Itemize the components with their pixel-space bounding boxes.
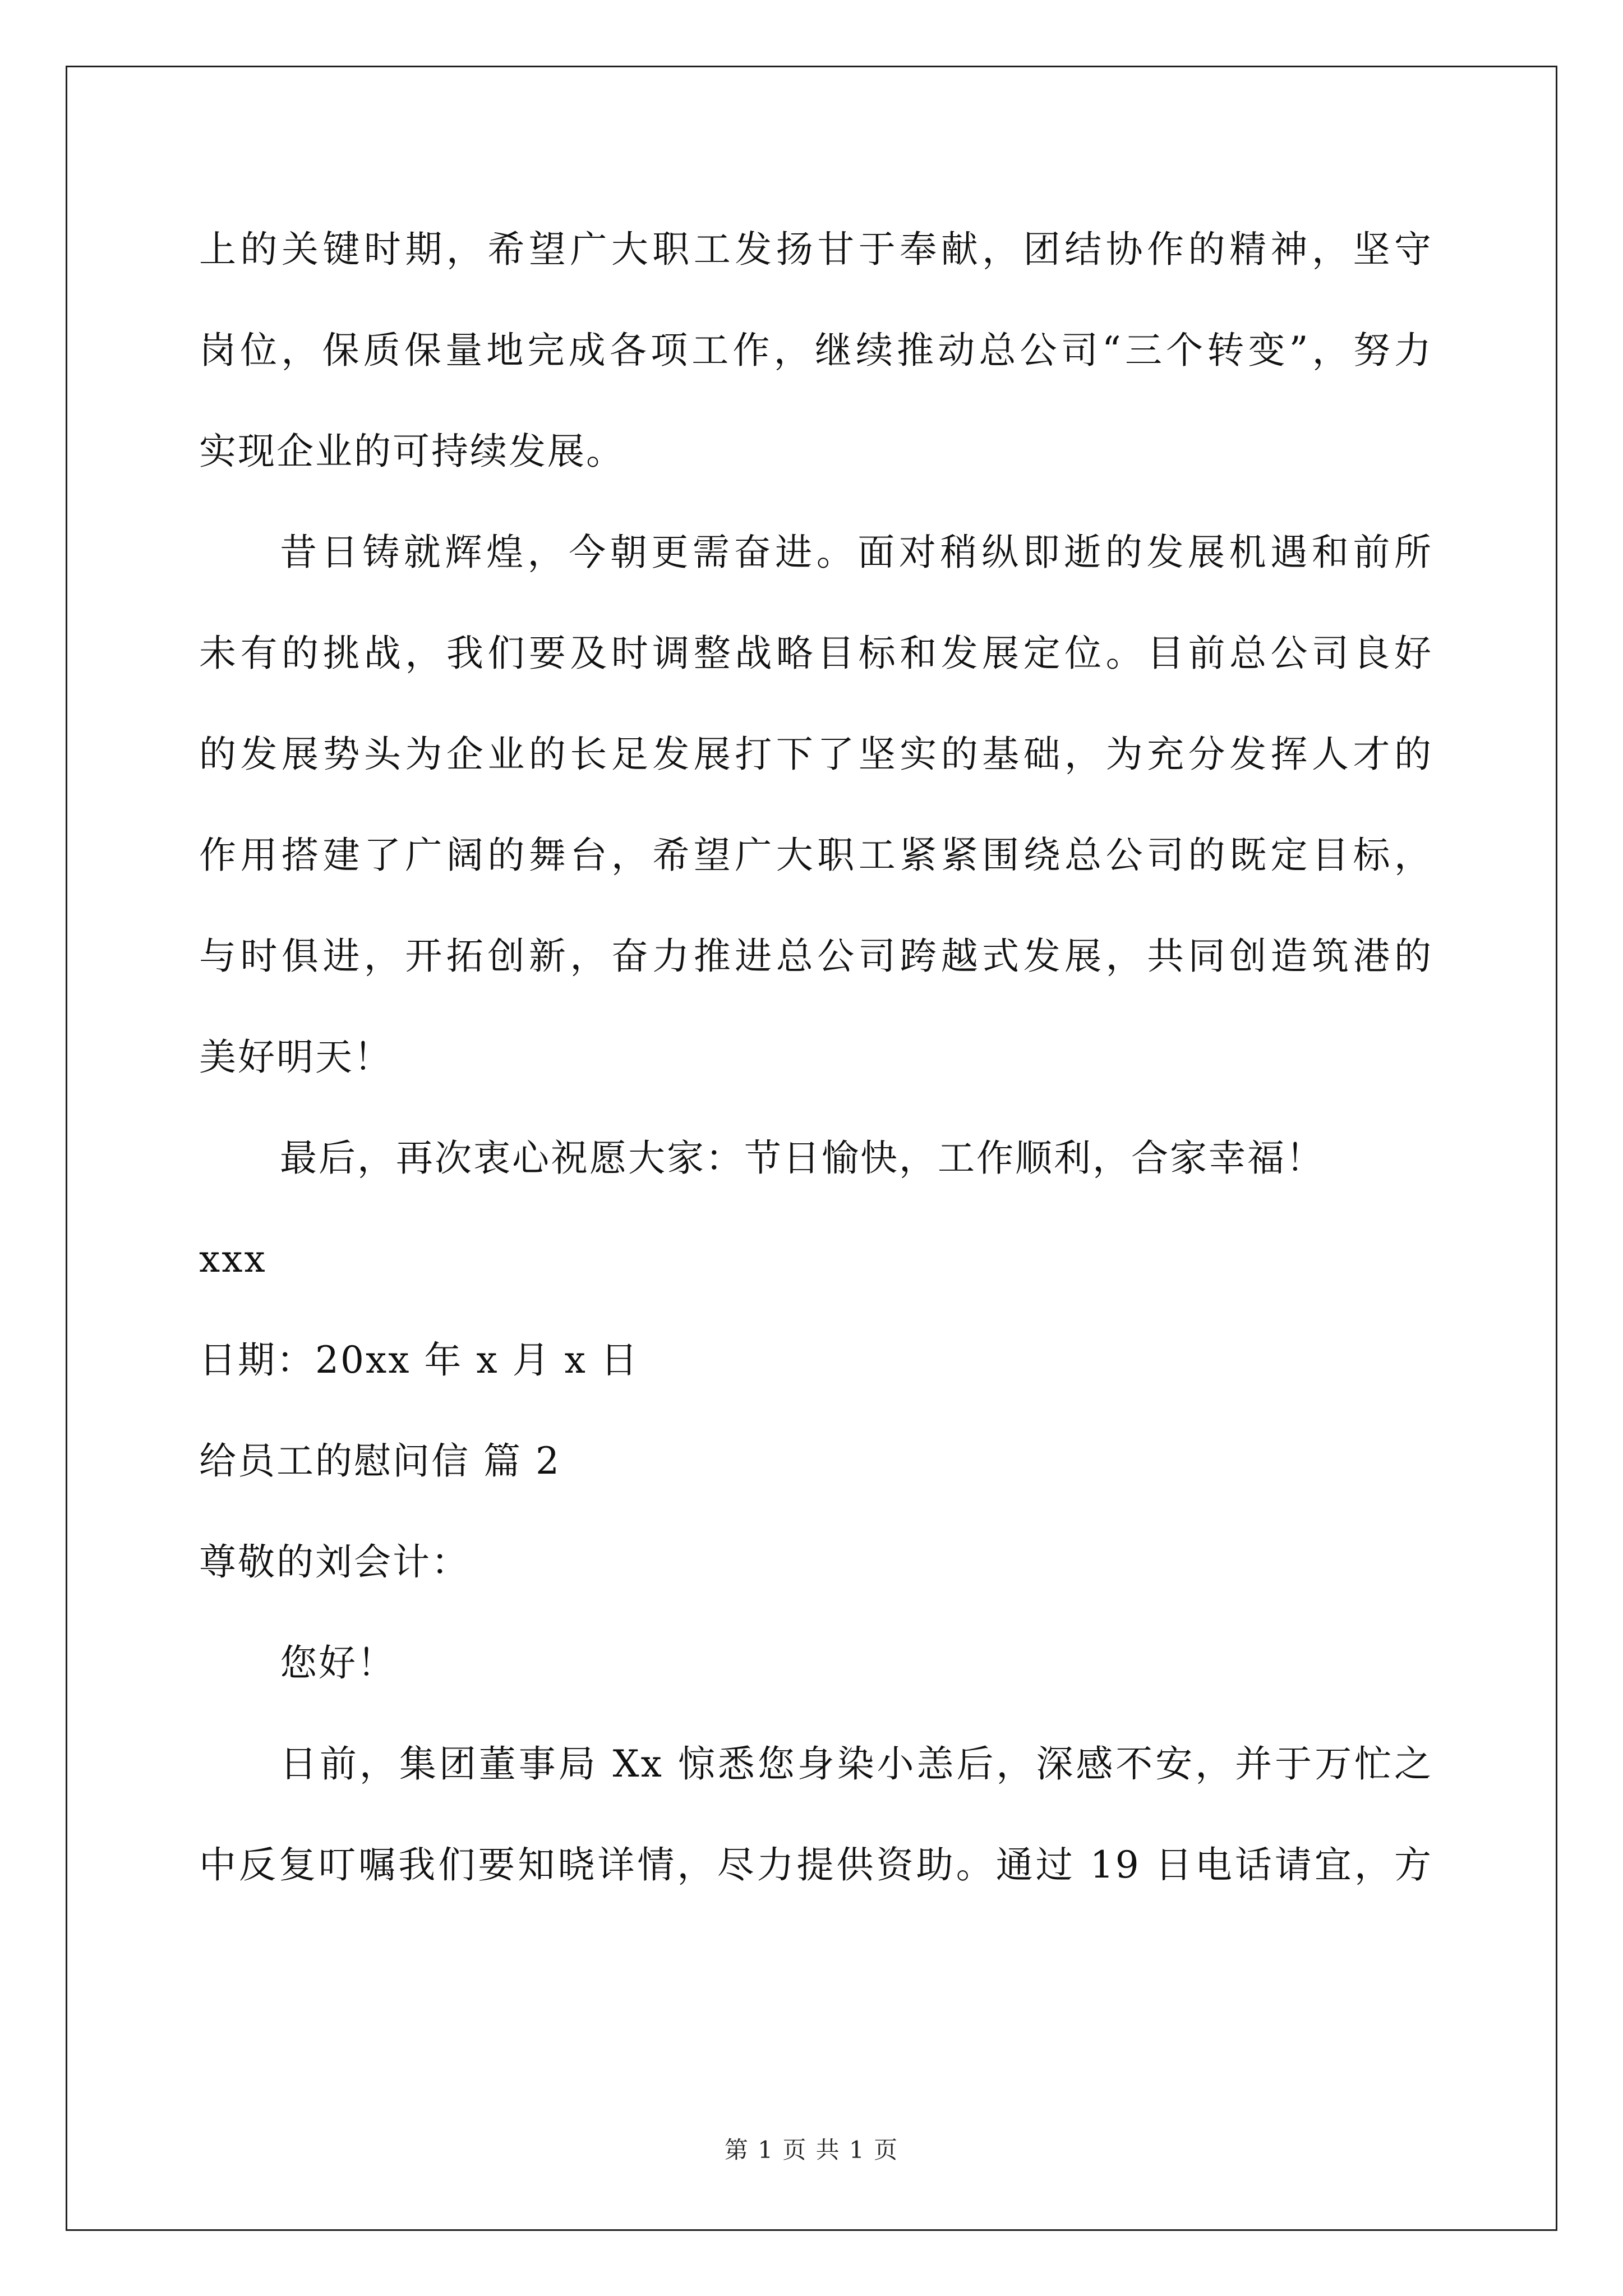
text-line: 的发展势头为企业的长足发展打下了坚实的基础，为充分发挥人才的 [199, 733, 1433, 776]
signature-name: xxx [199, 1237, 267, 1281]
text-line: 实现企业的可持续发展。 [199, 430, 625, 473]
greeting: 您好！ [280, 1641, 396, 1685]
text-line: 未有的挑战，我们要及时调整战略目标和发展定位。目前总公司良好 [199, 632, 1433, 675]
text-line: 与时俱进，开拓创新，奋力推进总公司跨越式发展，共同创造筑港的 [199, 935, 1433, 978]
section-title: 给员工的慰问信 篇 2 [199, 1439, 561, 1483]
text-line: 最后，再次衷心祝愿大家：节日愉快，工作顺利，合家幸福！ [280, 1137, 1325, 1180]
text-line: 日前，集团董事局 Xx 惊悉您身染小恙后，深感不安，并于万忙之 [280, 1742, 1433, 1786]
text-line: 美好明天！ [199, 1036, 393, 1079]
document-body [199, 209, 1433, 1906]
page-footer: 第 1 页 共 1 页 [724, 2136, 899, 2164]
text-line: 中反复叮嘱我们要知晓详情，尽力提供资助。通过 19 日电话请宜，方 [199, 1843, 1433, 1887]
text-line: 作用搭建了广阔的舞台，希望广大职工紧紧围绕总公司的既定目标， [199, 834, 1433, 877]
text-line: 昔日铸就辉煌，今朝更需奋进。面对稍纵即逝的发展机遇和前所 [280, 531, 1433, 574]
salutation: 尊敬的刘会计： [199, 1540, 470, 1584]
text-line: 上的关键时期，希望广大职工发扬甘于奉献，团结协作的精神，坚守 [199, 228, 1433, 271]
text-line: 岗位，保质保量地完成各项工作，继续推动总公司“三个转变”，努力 [199, 329, 1433, 372]
date-line: 日期：20xx 年 x 月 x 日 [199, 1338, 639, 1382]
